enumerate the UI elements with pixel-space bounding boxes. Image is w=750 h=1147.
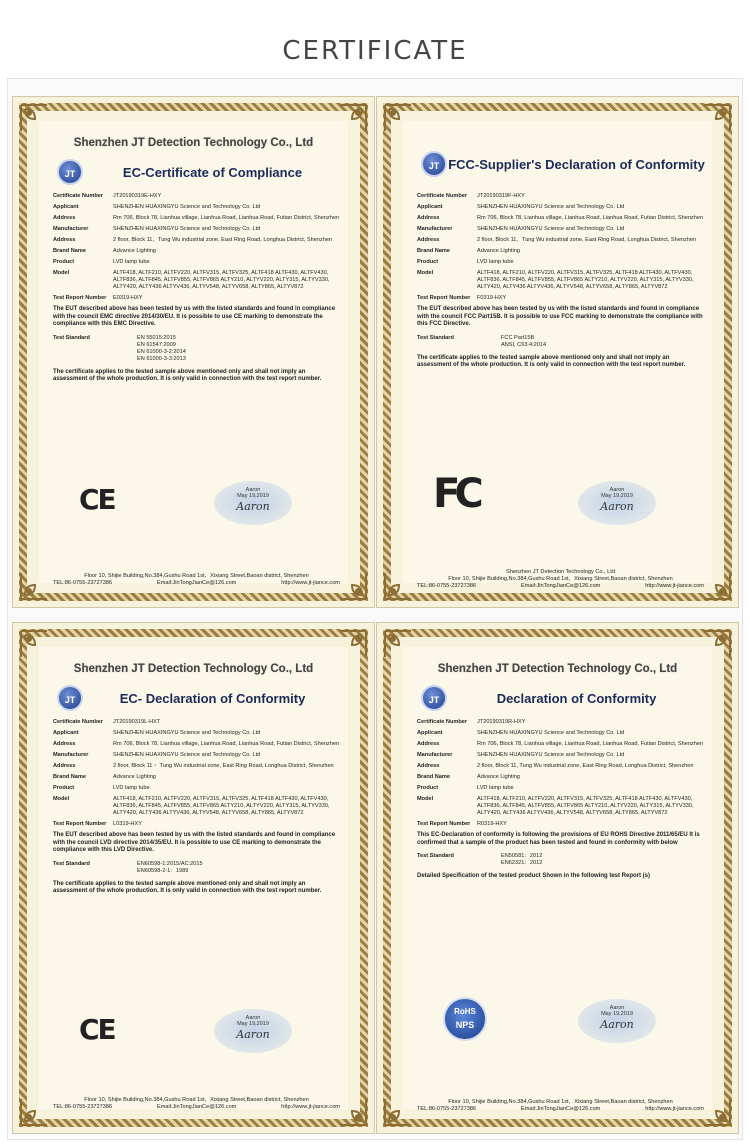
certificate-body	[39, 647, 348, 1109]
footer-contacts	[417, 1106, 704, 1113]
field-value: SHENZHEN HUAXINGYU Science and Technology Co. Ltd	[477, 204, 625, 210]
certificate-heading: FCC-Supplier's Declaration of Conformity	[448, 157, 705, 172]
field-row	[417, 774, 704, 781]
compliance-paragraph: The EUT described above has been tested by us with the listed standards and found in compliance with the council FCC Part15B. It is possible to use FCC marking to demonstrate the compliance with this FCC Directive.	[417, 306, 703, 327]
field-label: Manufacturer	[417, 226, 453, 232]
field-list	[417, 193, 704, 302]
field-value: L0319-HXY	[113, 821, 142, 827]
certificate-footer	[53, 1097, 340, 1111]
field-label: Applicant	[417, 204, 443, 210]
field-value: 2 floor, Block 11, Tung Wu industrial zone, East Ring Road, Longhua District, Shenzhen	[477, 763, 694, 769]
test-standard-value: FCC Part15B ANSI, C63.4:2014	[501, 334, 547, 348]
test-standard-label: Test Standard	[53, 334, 90, 341]
footer-tel: TEL:86-0755-23727386	[53, 580, 113, 586]
footer-web: http://www.jt-jiance.com	[281, 580, 340, 586]
rohs-label: RoHS	[454, 1007, 476, 1016]
field-label: Model	[53, 270, 70, 276]
field-label: Address	[53, 215, 76, 221]
field-label: Certificate Number	[53, 719, 104, 725]
field-label: Applicant	[53, 204, 79, 210]
field-label: Brand Name	[417, 774, 450, 780]
field-row	[417, 730, 704, 737]
field-value: SHENZHEN HUAXINGYU Science and Technology Co. Ltd	[113, 226, 261, 232]
field-label: Test Report Number	[417, 821, 471, 827]
certificate-note: The certificate applies to the tested sample above mentioned only and shall not imply an assessment of the whole production. It is only valid in connection with the test report number.	[53, 368, 322, 382]
certificate-footer	[53, 573, 340, 587]
field-label: Manufacturer	[53, 226, 89, 232]
field-value: Advance Lighting	[113, 774, 156, 780]
field-label: Test Report Number	[53, 295, 107, 301]
field-value: SHENZHEN HUAXINGYU Science and Technology Co. Ltd	[113, 752, 261, 758]
field-value: SHENZHEN HUAXINGYU Science and Technology Co. Ltd	[477, 752, 625, 758]
footer-tel: TEL:86-0755-23727386	[53, 1104, 113, 1110]
certificate-note: The certificate applies to the tested sample above mentioned only and shall not imply an assessment of the whole production. It is only valid in connection with the test report number.	[53, 880, 322, 894]
field-label: Certificate Number	[417, 719, 468, 725]
field-value: Advance Lighting	[113, 248, 156, 254]
test-standard-row	[53, 335, 340, 363]
field-label: Product	[53, 259, 75, 265]
test-standard-label: Test Standard	[417, 853, 454, 859]
certificate-card-1	[12, 96, 375, 608]
field-label: Address	[53, 237, 76, 243]
field-value: 2 floor, Block 11，Tung Wu industrial zone, East Ring Road, Longhua District, Shenzhen	[113, 237, 333, 243]
field-value: LVD lamp tube	[477, 785, 514, 791]
certificate-footer	[417, 569, 704, 590]
fcc-mark-icon: FC	[433, 471, 478, 517]
field-value: E0319-HXY	[113, 295, 143, 301]
field-row	[417, 796, 704, 817]
field-value: JT20190319E-HXY	[113, 193, 162, 199]
field-row	[417, 821, 704, 828]
field-row	[53, 215, 340, 222]
field-label: Address	[417, 237, 440, 243]
field-label: Certificate Number	[417, 193, 468, 199]
certificate-card-2	[376, 96, 739, 608]
approval-stamp	[214, 1009, 292, 1053]
certificate-note: Detailed Specification of the tested product Shown in the following test Report (s)	[417, 873, 651, 879]
field-label: Address	[417, 763, 440, 769]
field-value: LVD lamp tube	[113, 259, 150, 265]
stamp-date: May 19,2019	[601, 1011, 633, 1017]
certificate-note: The certificate applies to the tested sample above mentioned only and shall not imply an assessment of the whole production. It is only valid in connection with the test report number.	[417, 354, 686, 368]
field-row	[53, 752, 340, 759]
field-row	[53, 774, 340, 781]
stamp-name: Aaron	[609, 1005, 625, 1011]
field-label: Certificate Number	[53, 193, 104, 199]
approval-stamp	[214, 481, 292, 525]
field-label: Model	[417, 796, 434, 802]
stamp-name: Aaron	[245, 487, 261, 493]
certificate-fields	[417, 193, 704, 376]
field-label: Test Report Number	[53, 821, 107, 827]
field-label: Address	[417, 215, 440, 221]
field-label: Manufacturer	[53, 752, 89, 758]
field-value: 2 floor, Block 11・ Tung Wu industrial zone, East Ring Road, Longhua District, Shenzhen	[113, 763, 334, 769]
field-value: SHENZHEN HUAXINGYU Science and Technology Co. Ltd	[113, 730, 261, 736]
field-value: F0319-HXY	[477, 295, 507, 301]
stamp-date: May 19,2019	[601, 493, 633, 499]
footer-address: Floor 10, Shijie Building,No.384,Gushu Road 1st，Xixiang Street,Baoan district, Shenzhen	[84, 1097, 309, 1103]
field-label: Applicant	[53, 730, 79, 736]
signature: Aaron	[600, 500, 634, 513]
field-label: Address	[417, 741, 440, 747]
certificate-card-3	[12, 622, 375, 1134]
field-row	[417, 248, 704, 255]
field-label: Applicant	[417, 730, 443, 736]
field-row	[417, 719, 704, 726]
field-value: ALTF418, ALTF210, ALTFV220, ALTFV315, ALTFV325, ALTF418 ALTF430, ALTFV430, ALTF836, ALTF845, ALTFV855, ALTFV865 ALTY210, ALTYV220, ALTY315, ALTYV330, ALTY420, ALTY436 ALTYV436, ALTYV548, ALTYV658, ALTY865, ALTYV872	[113, 796, 330, 816]
test-standard-value: EN50581：2012 EN62321：2012	[501, 853, 543, 866]
field-value: JT20190319R-HXY	[477, 719, 526, 725]
footer-web: http://www.jt-jiance.com	[645, 1106, 704, 1112]
field-row	[53, 741, 340, 748]
certificate-body	[39, 121, 348, 586]
footer-address: Floor 10, Shijie Building,No.384,Gushu Road 1st，Xixiang Street,Baoan district, Shenzhen	[448, 1099, 673, 1105]
field-value: SHENZHEN HUAXINGYU Science and Technology Co. Ltd	[113, 204, 261, 210]
footer-tel: TEL:86-0755-23727386	[417, 583, 477, 589]
footer-contacts	[53, 580, 340, 587]
field-row	[53, 204, 340, 211]
signature: Aaron	[236, 500, 270, 513]
test-standard-value: EN60598-1:2015/AC:2015 EN60598-2-1：1989	[137, 860, 203, 874]
certificate-footer	[417, 1099, 704, 1113]
stamp-name: Aaron	[609, 487, 625, 493]
compliance-paragraph: The EUT described above has been tested by us with the listed standards and found in compliance with the council LVD directive 2014/35/EU. It is possible to use CE marking to demonstrate the compliance with this LVD Directive.	[53, 832, 336, 853]
field-value: LVD lamp tube	[113, 785, 150, 791]
field-value: SHENZHEN HUAXINGYU Science and Technology Co. Ltd	[477, 226, 625, 232]
field-row	[417, 226, 704, 233]
certificate-heading: EC-Certificate of Compliance	[122, 165, 303, 180]
test-standard-row	[53, 861, 340, 875]
compliance-paragraph: The EUT described above has been tested by us with the listed standards and found in compliance with the council EMC directive 2014/30/EU. It is possible to use CE marking to demonstrate the compliance with this EMC Directive.	[53, 306, 336, 327]
company-name: Shenzhen JT Detection Technology Co., Ltd	[437, 663, 678, 675]
field-value: JT20190319L-HXT	[113, 719, 161, 725]
field-label: Test Report Number	[417, 295, 471, 301]
field-list	[417, 719, 704, 828]
field-label: Product	[53, 785, 75, 791]
company-name: Shenzhen JT Detection Technology Co., Ltd	[73, 663, 314, 675]
stamp-name: Aaron	[245, 1015, 261, 1021]
field-list	[53, 193, 340, 302]
page-title: CERTIFICATE	[282, 36, 468, 66]
field-row	[417, 193, 704, 200]
test-standard-label: Test Standard	[417, 334, 454, 341]
field-value: SHENZHEN HUAXINGYU Science and Technology Co. Ltd	[477, 730, 625, 736]
field-row	[417, 752, 704, 759]
jt-logo-icon: JT	[421, 151, 447, 177]
approval-stamp	[578, 999, 656, 1043]
field-row	[53, 237, 340, 244]
field-label: Product	[417, 785, 439, 791]
field-row	[53, 719, 340, 726]
jt-logo-icon: JT	[57, 685, 83, 711]
field-value: Rm 706, Block 78, Lianhua village, Lianhua Road, Lianhua Road, Futian District, Shenzhen	[113, 215, 340, 221]
field-row	[417, 237, 704, 244]
footer-web: http://www.jt-jiance.com	[645, 583, 704, 589]
certificate-fields	[417, 719, 704, 887]
field-label: Product	[417, 259, 439, 265]
field-label: Model	[53, 796, 70, 802]
field-label: Brand Name	[53, 248, 86, 254]
field-row	[53, 295, 340, 302]
signature: Aaron	[600, 1018, 634, 1031]
field-row	[417, 763, 704, 770]
certificate-fields	[53, 719, 340, 902]
field-label: Brand Name	[417, 248, 450, 254]
field-row	[417, 295, 704, 302]
nps-label: NPS	[455, 1020, 475, 1030]
footer-email: Email:JinTongJianCe@126.com	[156, 1104, 237, 1110]
footer-contacts	[417, 583, 704, 590]
field-label: Brand Name	[53, 774, 86, 780]
certificate-fields	[53, 193, 340, 390]
field-row	[417, 785, 704, 792]
stamp-date: May 19,2019	[237, 493, 269, 499]
compliance-paragraph: This EC-Declaration of conformity is following the provisions of EU ROHS Directive 2011/65/EU It is confirmed that a sample of the product has been tested and found in conformity with below	[417, 832, 700, 846]
field-value: Rm 706, Block 78, Lianhua village, Lianhua Road, Lianhua Road, Futian District, Shenzhen	[113, 741, 340, 747]
field-row	[53, 248, 340, 255]
signature: Aaron	[236, 1028, 270, 1041]
field-value: ALTF418, ALTF210, ALTFV220, ALTFV315, ALTFV325, ALTF418 ALTF430, ALTFV430, ALTF836, ALTF845, ALTFV855, ALTFV865 ALTY210, ALTYV220, ALTY315, ALTYV330, ALTY420, ALTY436 ALTYV436, ALTYV548, ALTYV658, ALTY865, ALTYV872	[113, 270, 330, 290]
footer-email: Email:JinTongJianCe@126.com	[156, 580, 237, 586]
certificate-heading: EC- Declaration of Conformity	[119, 691, 306, 706]
test-standard-label: Test Standard	[53, 860, 90, 867]
certificate-card-4	[376, 622, 739, 1134]
field-value: JT20190319F-HXY	[477, 193, 525, 199]
footer-email: Email:JinTongJianCe@126.com	[520, 583, 601, 589]
field-row	[417, 270, 704, 291]
field-row	[417, 215, 704, 222]
footer-email: Email:JinTongJianCe@126.com	[520, 1106, 601, 1112]
field-value: R0319-HXY	[477, 821, 507, 827]
test-standard-row	[417, 335, 704, 349]
field-value: LVD lamp tube	[477, 259, 514, 265]
jt-logo-icon: JT	[57, 159, 83, 185]
certificate-body	[403, 121, 712, 589]
footer-contacts	[53, 1104, 340, 1111]
field-row	[53, 259, 340, 266]
certificate-body	[403, 647, 712, 1112]
rohs-mark-icon	[443, 997, 487, 1041]
certificate-heading: Declaration of Conformity	[496, 691, 657, 706]
field-label: Address	[53, 763, 76, 769]
footer-address: Shenzhen JT Detection Technology Co., Ltd Floor 10, Shijie Building,No.384,Gushu Road 1st，Xixiang Street,Baoan district, Shenzhen	[448, 569, 673, 582]
jt-logo-icon: JT	[421, 685, 447, 711]
field-value: Advance Lighting	[477, 248, 520, 254]
test-standard-value: EN 55015:2015 EN 61547:2009 EN 61000-3-2:2014 EN 61000-3-3:2013	[137, 334, 186, 362]
field-row	[417, 259, 704, 266]
field-row	[53, 785, 340, 792]
field-label: Manufacturer	[417, 752, 453, 758]
field-row	[53, 821, 340, 828]
field-row	[417, 204, 704, 211]
field-value: 2 floor, Block 11，Tung Wu industrial zone, East Ring Road, Longhua District, Shenzhen	[477, 237, 697, 243]
field-row	[53, 270, 340, 291]
field-label: Address	[53, 741, 76, 747]
field-row	[53, 193, 340, 200]
field-value: ALTF418, ALTF210, ALTFV220, ALTFV315, ALTFV325, ALTF418 ALTF430, ALTFV430, ALTF836, ALTF845, ALTFV855, ALTFV865 ALTY210, ALTYV220, ALTY315, ALTYV330, ALTY420, ALTY436 ALTYV436, ALTYV548, ALTYV658, ALTY865, ALTYV872	[477, 796, 694, 816]
company-name: Shenzhen JT Detection Technology Co., Ltd	[73, 137, 314, 149]
test-standard-row	[417, 853, 704, 867]
ce-mark-icon: CE	[79, 483, 115, 516]
stamp-date: May 19,2019	[237, 1021, 269, 1027]
ce-mark-icon: CE	[79, 1013, 115, 1046]
field-value: Rm 706, Block 78, Lianhua village, Lianhua Road, Lianhua Road, Futian District, Shenzhen	[477, 741, 704, 747]
field-label: Model	[417, 270, 434, 276]
field-row	[53, 730, 340, 737]
field-row	[53, 796, 340, 817]
field-value: Rm 706, Block 78, Lianhua village, Lianhua Road, Lianhua Road, Futian District, Shenzhen	[477, 215, 704, 221]
field-row	[53, 763, 340, 770]
footer-address: Floor 10, Shijie Building,No.384,Gushu Road 1st，Xixiang Street,Baoan district, Shenzhen	[84, 573, 309, 579]
field-list	[53, 719, 340, 828]
field-row	[417, 741, 704, 748]
field-value: Advance Lighting	[477, 774, 520, 780]
footer-tel: TEL:86-0755-23727386	[417, 1106, 477, 1112]
field-value: ALTF418, ALTF210, ALTFV220, ALTFV315, ALTFV325, ALTF418 ALTF430, ALTFV430, ALTF836, ALTF845, ALTFV855, ALTFV865 ALTY210, ALTYV220, ALTY315, ALTYV330, ALTY420, ALTY436 ALTYV436, ALTYV548, ALTYV658, ALTY865, ALTYV872	[477, 270, 694, 290]
field-row	[53, 226, 340, 233]
approval-stamp	[578, 481, 656, 525]
footer-web: http://www.jt-jiance.com	[281, 1104, 340, 1110]
